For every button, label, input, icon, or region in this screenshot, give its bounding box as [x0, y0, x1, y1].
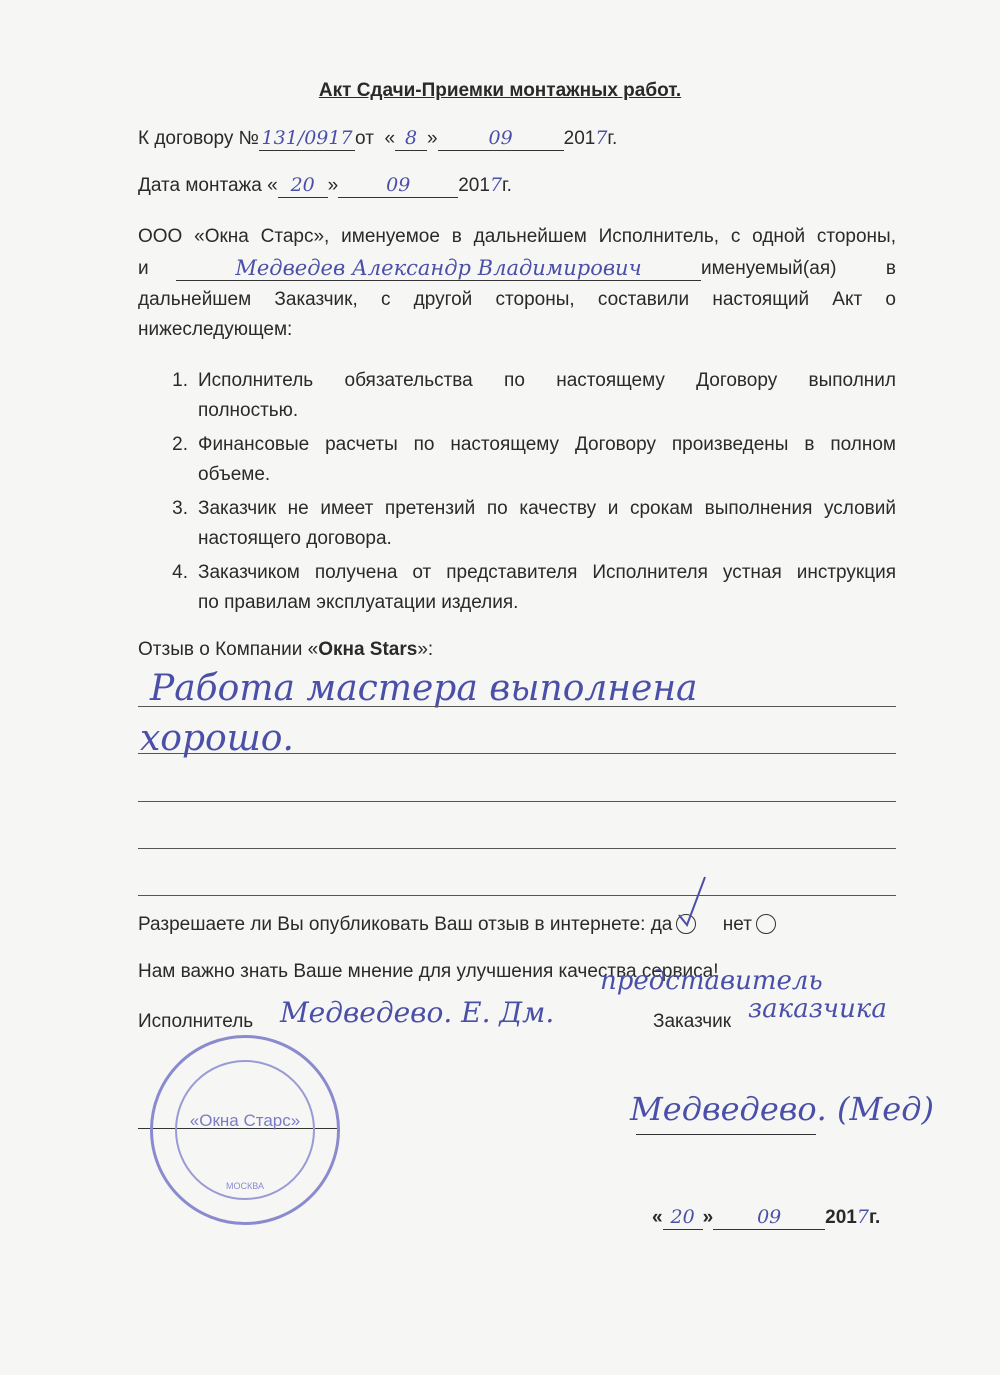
publish-yes-checkbox[interactable]	[676, 914, 696, 934]
final-year-suffix: г.	[868, 1207, 881, 1228]
review-text-line-2: хорошо.	[140, 718, 294, 759]
list-item-number: 3.	[172, 498, 188, 519]
executor-signature: Медведево. Е. Дм.	[280, 996, 555, 1029]
contract-month: 09	[438, 126, 564, 151]
install-quote-close: »	[327, 175, 339, 196]
customer-name: Медведев Александр Владимирович	[176, 256, 701, 281]
final-quote-open: «	[652, 1207, 663, 1228]
customer-role-line-2: заказчика	[748, 994, 887, 1024]
publish-no-label: нет	[722, 914, 752, 935]
review-label-suffix: »:	[417, 639, 434, 660]
review-rule	[138, 848, 896, 849]
contract-year-suffix: г.	[607, 128, 618, 149]
intro-line-3: дальнейшем Заказчик, с другой стороны, составили настоящий Акт о	[138, 289, 896, 310]
contract-prefix: К договору №	[138, 128, 260, 149]
opinion-text: Нам важно знать Ваше мнение для улучшения качества сервиса!	[138, 961, 719, 982]
list-item-line: Исполнитель обязательства по настоящему Договору выполнил	[198, 370, 896, 391]
list-item-line: Заказчик не имеет претензий по качеству и срокам выполнения условий	[198, 498, 896, 519]
checkmark-icon	[675, 875, 709, 927]
review-company: Окна Stars	[318, 639, 418, 660]
list-item-number: 1.	[172, 370, 188, 391]
stamp-name: «Окна Старс»	[189, 1111, 301, 1130]
review-rule	[138, 753, 896, 754]
contract-number: 131/0917	[259, 126, 355, 151]
publish-question	[138, 913, 776, 937]
stamp-city: МОСКВА	[226, 1181, 264, 1191]
install-year-digit: 7	[489, 174, 503, 196]
final-year-digit: 7	[856, 1206, 869, 1228]
review-rule	[138, 706, 896, 707]
contract-year-digit: 7	[595, 127, 608, 149]
review-rule	[138, 895, 896, 896]
executor-label: Исполнитель	[138, 1011, 254, 1032]
customer-label: Заказчик	[653, 1011, 732, 1032]
review-label-prefix: Отзыв о Компании «	[138, 639, 319, 660]
install-month: 09	[338, 173, 458, 198]
contract-quote-close: »	[427, 128, 438, 149]
review-rule	[138, 801, 896, 802]
install-date-line	[138, 173, 512, 198]
review-label	[138, 638, 433, 662]
intro-and: и	[138, 258, 149, 279]
list-item-number: 2.	[172, 434, 188, 455]
customer-signature-line	[636, 1134, 816, 1135]
contract-quote-open: «	[384, 128, 396, 149]
install-year-prefix: 201	[458, 175, 490, 196]
install-date-prefix: Дата монтажа «	[138, 175, 278, 196]
publish-no-checkbox[interactable]	[756, 914, 776, 934]
list-item-line: по правилам эксплуатации изделия.	[198, 592, 519, 613]
review-text-line-1: Работа мастера выполнена	[150, 668, 698, 709]
intro-in: в	[885, 258, 896, 279]
install-year-suffix: г.	[502, 175, 512, 196]
contract-day: 8	[395, 126, 427, 151]
final-date-line	[652, 1205, 880, 1230]
intro-line-2	[138, 256, 896, 281]
intro-line-4: нижеследующем:	[138, 319, 293, 340]
contract-line	[138, 126, 617, 151]
intro-named: именуемый(ая)	[701, 258, 837, 279]
install-day: 20	[278, 173, 328, 198]
contract-from: от	[355, 128, 374, 149]
list-item-line: объеме.	[198, 464, 271, 485]
customer-role-line-1: представитель	[600, 966, 823, 996]
list-item-line: настоящего договора.	[198, 528, 392, 549]
publish-question-text: Разрешаете ли Вы опубликовать Ваш отзыв в интернете: да	[138, 914, 673, 935]
contract-year-prefix: 201	[563, 128, 596, 149]
final-day: 20	[663, 1205, 703, 1230]
list-item-line: полностью.	[198, 400, 299, 421]
final-month: 09	[713, 1205, 825, 1230]
intro-line-1: ООО «Окна Старс», именуемое в дальнейшем Исполнитель, с одной стороны,	[138, 226, 896, 247]
final-year-prefix: 201	[825, 1207, 857, 1228]
company-stamp	[150, 1035, 340, 1225]
document-title: Акт Сдачи-Приемки монтажных работ.	[318, 80, 682, 101]
list-item-line: Финансовые расчеты по настоящему Договору произведены в полном	[198, 434, 896, 455]
customer-signature: Медведево. (Мед)	[630, 1090, 934, 1128]
list-item-number: 4.	[172, 562, 188, 583]
list-item-line: Заказчиком получена от представителя Исполнителя устная инструкция	[198, 562, 896, 583]
final-quote-close: »	[702, 1207, 714, 1228]
